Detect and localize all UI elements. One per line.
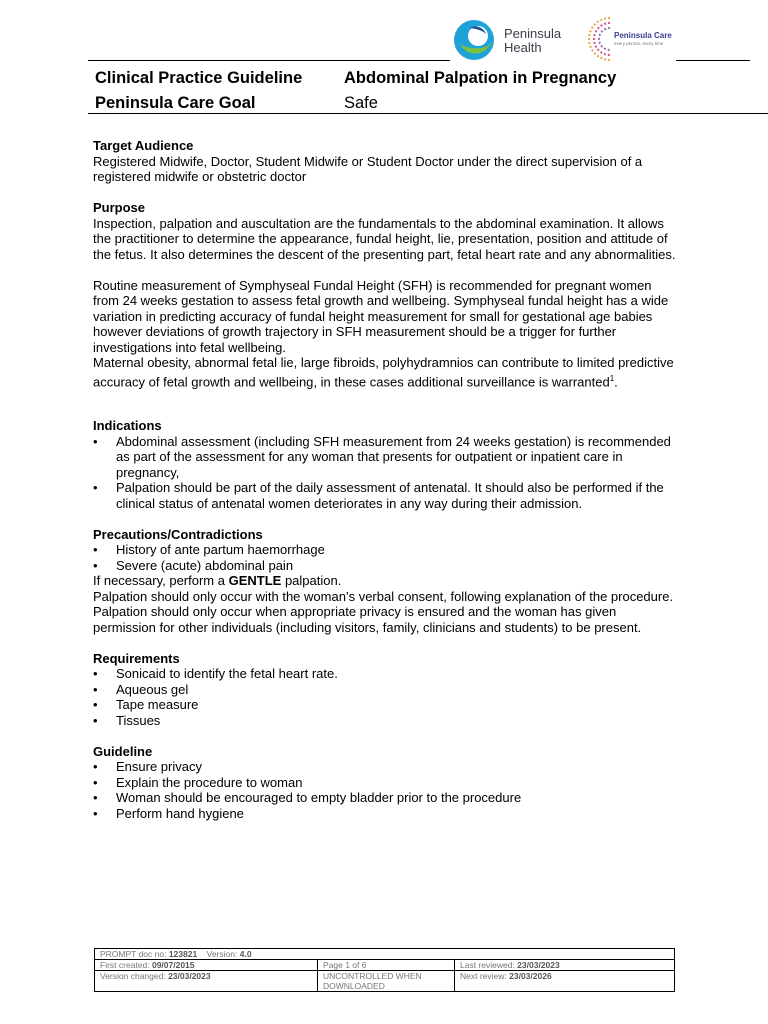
next-review-date: 23/03/2026 [509, 971, 552, 981]
purpose-paragraph-3-text: Maternal obesity, abnormal fetal lie, large fibroids, polyhydramnios can contribute to limited predictive accuracy of fetal growth and wellbeing, in these cases additional surveillance is warranted [93, 355, 674, 389]
peninsula-health-mark-icon [452, 18, 496, 62]
list-item: • Tape measure [93, 697, 678, 713]
purpose-paragraph-1: Inspection, palpation and auscultation are the fundamentals to the abdominal examination. It allows the practitioner to determine the appearance, fundal height, lie, presentation, position and attitude of the fetus. It also determines the descent of the presenting part, fetal heart rate and any abnormalities. [93, 215, 676, 262]
list-item: • Woman should be encouraged to empty bladder prior to the procedure [93, 790, 678, 806]
guideline-title: Abdominal Palpation in Pregnancy [344, 69, 617, 87]
peninsula-health-logo-line1: Peninsula [504, 26, 562, 41]
document-body [93, 138, 678, 821]
list-item: • Explain the procedure to woman [93, 775, 678, 791]
first-created-date: 09/07/2015 [151, 960, 195, 970]
list-item: • Ensure privacy [93, 759, 678, 775]
precautions-line-1 [93, 573, 678, 589]
precautions-line-1-pre: If necessary, perform a [93, 573, 229, 589]
purpose-heading: Purpose [93, 200, 146, 215]
last-reviewed-cell [455, 960, 675, 971]
version-changed-date: 23/03/2023 [168, 971, 211, 981]
last-reviewed-date: 23/03/2023 [517, 960, 560, 970]
list-item: • Perform hand hygiene [93, 806, 678, 822]
precautions-line-2: Palpation should only occur with the woman’s verbal consent, following explanation of the procedure. [93, 588, 674, 604]
precautions-line-3: Palpation should only occur when appropriate privacy is ensured and the woman has given permission for other individuals (including visitors, family, clinicians and students) to be present. [93, 604, 642, 635]
list-item: • Sonicaid to identify the fetal heart rate. [93, 666, 678, 682]
peninsula-health-logo [452, 18, 572, 62]
peninsula-care-name: Peninsula Care [614, 31, 672, 40]
guideline-list [93, 759, 678, 821]
list-item: • Palpation should be part of the daily assessment of antenatal. It should also be performed if the clinical status of antenatal women deteriorates in any way during their admission. [93, 480, 678, 511]
indications-heading: Indications [93, 418, 162, 434]
list-item: • Abdominal assessment (including SFH measurement from 24 weeks gestation) is recommended as part of the assessment for any woman that presents for outpatient or inpatient care in pregnancy, [93, 434, 678, 481]
precautions-list [93, 542, 678, 573]
target-audience-heading: Target Audience [93, 138, 194, 153]
first-created-cell [95, 960, 318, 971]
peninsula-care-tagline: every person, every time [614, 41, 664, 46]
header-rule [676, 60, 750, 61]
uncontrolled-notice: UNCONTROLLED WHEN DOWNLOADED [318, 971, 455, 992]
title-rule [88, 113, 768, 114]
indications-list [93, 434, 678, 512]
list-item: • Tissues [93, 713, 678, 729]
purpose-paragraph-2: Routine measurement of Symphyseal Fundal Height (SFH) is recommended for pregnant women from 24 weeks gestation to assess fetal growth and wellbeing. Symphyseal fundal height has a wide variation in predicting accuracy of fundal height measurement for small for gestational age babies however deviations of growth trajectory in SFH measurement should be a trigger for further investigations into fetal wellbeing. [93, 277, 669, 355]
footnote-reference: 1 [609, 373, 615, 383]
doc-number-cell [95, 949, 675, 960]
header-rule [88, 60, 450, 61]
first-created-label: First created: [100, 960, 152, 970]
next-review-cell [455, 971, 675, 992]
version-label: Version: [206, 949, 240, 959]
guideline-type-label: Clinical Practice Guideline [95, 69, 303, 87]
document-control-table [94, 948, 675, 992]
next-review-label: Next review: [460, 971, 510, 981]
list-item: • History of ante partum haemorrhage [93, 542, 678, 558]
doc-number: 123821 [168, 949, 198, 959]
precautions-line-1-post: palpation. [281, 573, 342, 589]
purpose-paragraph-3 [93, 355, 678, 389]
doc-number-label: PROMPT doc no: [100, 949, 169, 959]
peninsula-health-logo-line2: Health [504, 40, 542, 55]
peninsula-care-mark-icon [588, 14, 614, 64]
purpose-paragraph-3-end: . [614, 373, 618, 389]
peninsula-care-logo [588, 14, 676, 64]
care-goal-label: Peninsula Care Goal [95, 94, 256, 112]
list-item: • Aqueous gel [93, 682, 678, 698]
care-goal-value: Safe [344, 94, 378, 112]
version-changed-cell [95, 971, 318, 992]
version-changed-label: Version changed: [100, 971, 169, 981]
page-number: Page 1 of 6 [318, 960, 455, 971]
target-audience-text: Registered Midwife, Doctor, Student Midwife or Student Doctor under the direct supervision of a registered midwife or obstetric doctor [93, 153, 643, 184]
guideline-heading: Guideline [93, 743, 153, 759]
last-reviewed-label: Last reviewed: [460, 960, 518, 970]
requirements-list [93, 666, 678, 728]
version-number: 4.0 [239, 949, 252, 959]
list-item: • Severe (acute) abdominal pain [93, 558, 678, 574]
precautions-heading: Precautions/Contradictions [93, 526, 263, 542]
precautions-emphasis: GENTLE [228, 573, 282, 589]
requirements-heading: Requirements [93, 650, 180, 666]
